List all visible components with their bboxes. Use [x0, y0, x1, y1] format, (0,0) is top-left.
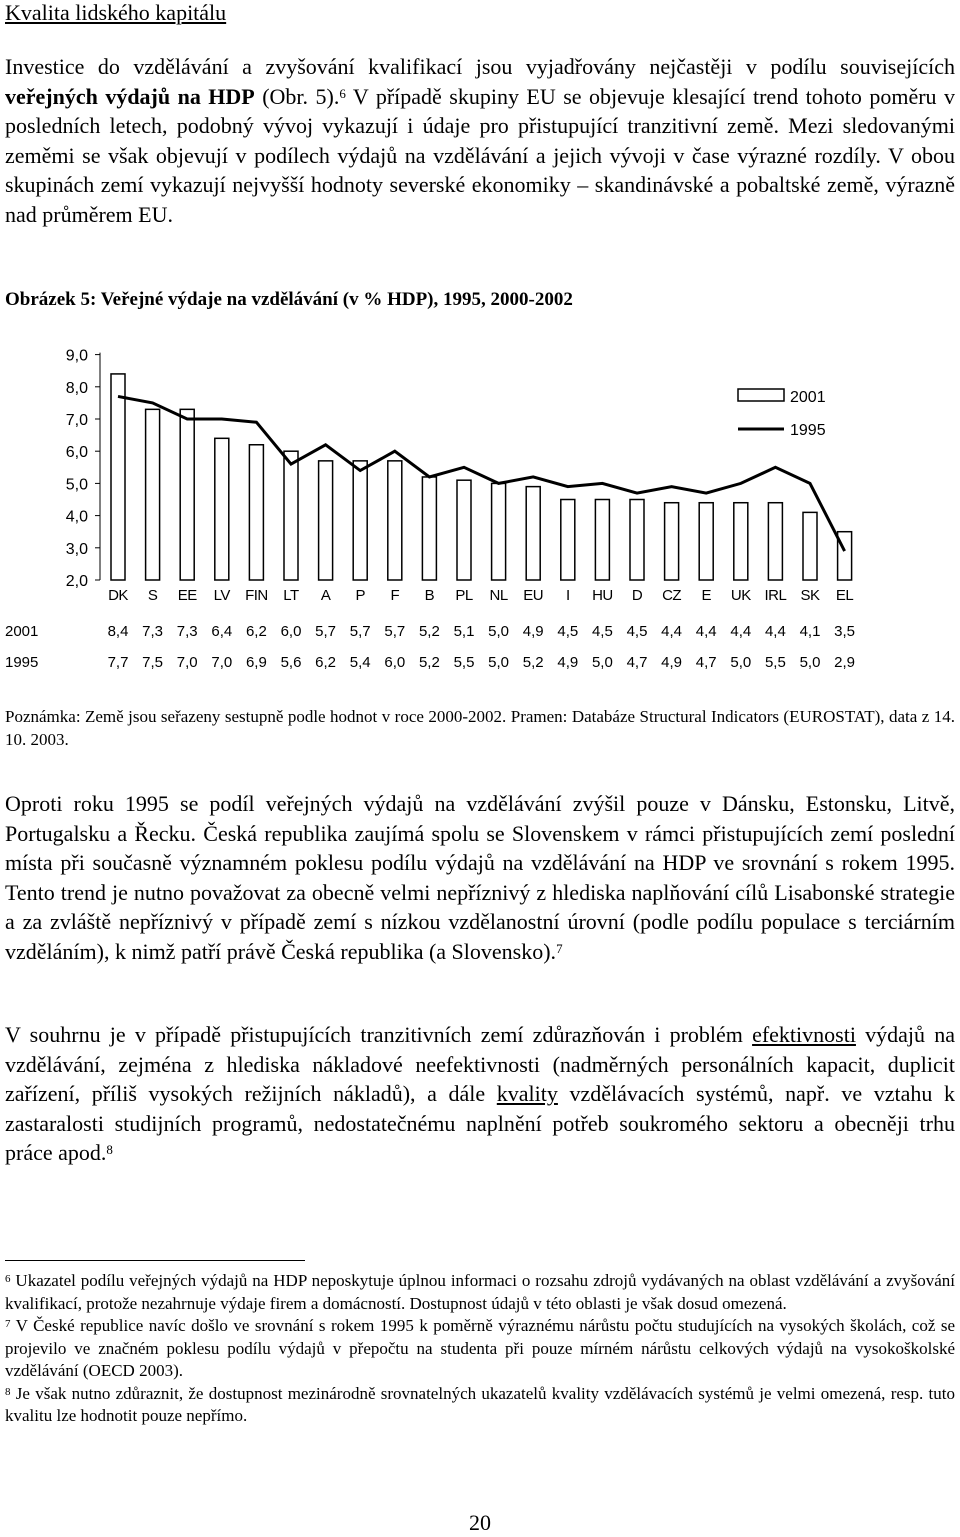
category-label-F: F: [390, 587, 400, 604]
para1-text-c: V případě skupiny EU se objevuje klesající trend tohoto poměru v posledních letech, podobný vývoj vykazují i údaje pro přistupující tranzitivní země. Mezi sledovanými zeměmi se však objevují v podílech výdajů na vzdělávání a jejich vývoji v čase výrazné rozdíly. V obou skupinách zemí vykazují nejvyšší hodnoty severské ekonomiky – skandinávské a pobaltské země, výrazně nad průměrem EU.: [5, 83, 956, 227]
category-label-P: P: [355, 587, 365, 604]
bar-PL: [457, 480, 471, 580]
category-label-CZ: CZ: [662, 587, 682, 604]
para1-text-a: Investice do vzdělávání a zvyšování kvalifikací jsou vyjadřovány nejčastěji v podílu souvisejících: [5, 54, 955, 79]
bar-NL: [492, 483, 506, 580]
category-label-FIN: FIN: [245, 587, 268, 604]
education-spending-chart: [0, 330, 960, 690]
table-cell-2001-HU: 4,5: [591, 623, 613, 640]
bar-F: [388, 461, 402, 580]
bar-CZ: [665, 503, 679, 580]
table-cell-2001-DK: 8,4: [107, 623, 129, 640]
para3-text-b: výdajů na vzdělávání, zejména z hlediska nákladové neefektivnosti (nadměrných personálních kapacit, duplicit zařízení, příliš vysokých režijních nákladů), a dále: [5, 1022, 955, 1107]
bar-DK: [111, 374, 125, 580]
table-cell-2001-S: 7,3: [142, 623, 164, 640]
footnote-text: Je však nutno zdůraznit, že dostupnost mezinárodně srovnatelných ukazatelů kvality vzdělávacích systémů je velmi omezená, resp. tuto kvalitu lze hodnotit pouze nepřímo.: [5, 1383, 955, 1425]
y-tick-label: 5,0: [65, 476, 88, 494]
link-kvality[interactable]: kvality: [496, 1081, 558, 1107]
table-cell-1995-P: 5,4: [349, 654, 371, 671]
footnote-ref-6[interactable]: 6: [339, 85, 346, 101]
paragraph-comparison: [5, 789, 955, 967]
bar-HU: [595, 500, 609, 581]
table-cell-2001-D: 4,5: [626, 623, 648, 640]
table-cell-1995-B: 5,2: [418, 654, 440, 671]
y-tick-label: 9,0: [65, 347, 88, 365]
bar-SK: [803, 512, 817, 580]
category-label-B: B: [424, 587, 435, 604]
y-tick-label: 6,0: [65, 444, 88, 462]
bar-EE: [180, 409, 194, 580]
table-cell-1995-F: 6,0: [384, 654, 406, 671]
table-cell-1995-NL: 5,0: [488, 654, 510, 671]
table-cell-1995-E: 4,7: [695, 654, 717, 671]
table-cell-2001-IRL: 4,4: [764, 623, 786, 640]
table-cell-1995-SK: 5,0: [799, 654, 821, 671]
footnote-number: 8: [5, 1385, 11, 1398]
y-tick-label: 8,0: [65, 379, 88, 397]
category-label-D: D: [631, 587, 643, 604]
table-cell-1995-FIN: 6,9: [245, 654, 267, 671]
table-cell-1995-A: 6,2: [315, 654, 337, 671]
table-cell-2001-P: 5,7: [349, 623, 371, 640]
paragraph-intro: [5, 52, 955, 230]
table-cell-2001-CZ: 4,4: [661, 623, 683, 640]
category-label-SK: SK: [800, 587, 820, 604]
category-label-LV: LV: [213, 587, 230, 604]
bar-D: [630, 500, 644, 581]
table-cell-2001-A: 5,7: [315, 623, 337, 640]
table-cell-1995-LV: 7,0: [211, 654, 233, 671]
table-row-header-1995: 1995: [5, 654, 39, 671]
para3-text-a: V souhrnu je v případě přistupujících tranzitivních zemí zdůrazňován i problém: [5, 1022, 753, 1047]
table-cell-1995-DK: 7,7: [107, 654, 129, 671]
legend-label-1995: 1995: [790, 422, 826, 439]
y-tick-label: 2,0: [65, 573, 88, 590]
y-axis: [66, 348, 100, 590]
footnote-separator: [5, 1260, 305, 1261]
bar-LV: [215, 438, 229, 580]
link-efektivnosti[interactable]: efektivnosti: [752, 1022, 856, 1047]
category-label-EL: EL: [835, 587, 854, 604]
bar-B: [422, 477, 436, 580]
figure-caption: Obrázek 5: Veřejné výdaje na vzdělávání (v % HDP), 1995, 2000-2002: [5, 289, 573, 310]
table-row-header-2001: 2001: [5, 623, 39, 640]
bar-A: [319, 461, 333, 580]
legend-swatch-2001: [738, 389, 784, 401]
category-label-DK: DK: [108, 587, 128, 604]
y-tick-label: 4,0: [65, 508, 88, 526]
table-cell-1995-CZ: 4,9: [661, 654, 683, 671]
category-label-PL: PL: [455, 587, 473, 604]
bar-I: [561, 500, 575, 581]
y-tick-label: 7,0: [65, 412, 88, 429]
category-label-NL: NL: [489, 587, 508, 604]
category-label-UK: UK: [730, 587, 751, 604]
category-labels: [108, 587, 853, 604]
bar-EU: [526, 487, 540, 580]
table-cell-2001-EL: 3,5: [834, 623, 856, 640]
para1-text-b: (Obr. 5).: [254, 83, 340, 109]
category-label-A: A: [320, 587, 331, 604]
table-cell-1995-EL: 2,9: [834, 654, 856, 671]
para3-text-c: vzdělávacích systémů, např. ve vztahu k zastaralosti studijních programů, nedostatečnému naplnění potřeb soukromého sektoru a obecněji trhu práce apod.: [5, 1081, 956, 1166]
table-cell-1995-IRL: 5,5: [764, 654, 786, 671]
table-cell-2001-NL: 5,0: [488, 623, 510, 640]
footnote-ref-8[interactable]: 8: [106, 1142, 113, 1158]
page-number: 20: [469, 1510, 491, 1535]
bar-P: [353, 461, 367, 580]
table-cell-2001-LT: 6,0: [280, 623, 302, 640]
category-label-E: E: [701, 587, 711, 604]
bar-E: [699, 503, 713, 580]
footnote-number: 7: [5, 1318, 11, 1330]
category-label-I: I: [565, 587, 570, 604]
bar-S: [146, 409, 160, 580]
table-cell-2001-PL: 5,1: [453, 623, 475, 640]
footnote-6: [5, 1270, 955, 1315]
table-cell-2001-F: 5,7: [384, 623, 406, 640]
table-cell-1995-S: 7,5: [142, 654, 164, 671]
data-table: [5, 623, 855, 671]
table-cell-1995-D: 4,7: [626, 654, 648, 671]
figure-note: Poznámka: Země jsou seřazeny sestupně podle hodnot v roce 2000-2002. Pramen: Databáze Structural Indicators (EUROSTAT), data z 14. 10. 2003.: [5, 707, 955, 749]
table-cell-1995-UK: 5,0: [730, 654, 752, 671]
footnote-ref-7[interactable]: 7: [556, 940, 563, 956]
chart-legend: [738, 389, 826, 439]
category-label-S: S: [147, 587, 158, 604]
bar-LT: [284, 451, 298, 580]
table-cell-2001-FIN: 6,2: [245, 623, 267, 640]
table-cell-2001-EU: 4,9: [522, 623, 544, 640]
footnote-text: V České republice navíc došlo ve srovnání s rokem 1995 k poměrně výraznému nárůstu počtu studujících na vysokých školách, což se projevilo ve značném poklesu podílu výdajů v přepočtu na studenta při pouze mírném nárůstu celkových výdajů na vysokoškolské vzdělávání (OECD 2003).: [5, 1316, 955, 1380]
table-cell-1995-PL: 5,5: [453, 654, 475, 671]
table-cell-2001-SK: 4,1: [799, 623, 821, 640]
table-cell-2001-LV: 6,4: [211, 623, 233, 640]
section-heading: Kvalita lidského kapitálu: [5, 0, 227, 25]
y-tick-label: 3,0: [65, 540, 88, 558]
category-label-HU: HU: [592, 587, 613, 604]
table-cell-2001-UK: 4,4: [730, 623, 752, 640]
footnote-8: [5, 1383, 955, 1428]
footnote-7: [5, 1315, 955, 1383]
table-cell-1995-LT: 5,6: [280, 654, 302, 671]
table-cell-2001-E: 4,4: [695, 623, 717, 640]
table-cell-2001-EE: 7,3: [176, 623, 198, 640]
footnote-number: 6: [5, 1273, 11, 1285]
bar-IRL: [768, 503, 782, 580]
category-label-IRL: IRL: [764, 587, 787, 604]
table-cell-1995-EU: 5,2: [522, 654, 544, 671]
para2-text: Oproti roku 1995 se podíl veřejných výdajů na vzdělávání zvýšil pouze v Dánsku, Estonsku, Litvě, Portugalsku a Řecku. Česká republika zaujímá spolu se Slovenskem v rámci přistupujících zemí poslední místa při současně významném poklesu podílu výdajů na vzdělávání na HDP ve srovnání s rokem 1995. Tento trend je nutno považovat za obecně velmi nepříznivý z hlediska naplňování cílů Lisabonské strategie a za zvláště nepříznivý v případě zemí s nízkou vzdělanostní úrovní (podle podílu populace s terciárním vzděláním), k nimž patří právě Česká republika (a Slovensko).: [5, 791, 955, 964]
table-cell-1995-HU: 5,0: [591, 654, 613, 671]
category-label-EE: EE: [177, 587, 197, 604]
para1-bold: veřejných výdajů na HDP: [5, 83, 255, 109]
table-cell-1995-I: 4,9: [557, 654, 579, 671]
category-label-EU: EU: [523, 587, 544, 604]
footnotes: [5, 1270, 955, 1428]
bar-UK: [734, 503, 748, 580]
category-label-LT: LT: [283, 587, 299, 604]
legend-label-2001: 2001: [790, 389, 826, 406]
table-cell-1995-EE: 7,0: [176, 654, 198, 671]
table-cell-2001-I: 4,5: [557, 623, 579, 640]
footnote-text: Ukazatel podílu veřejných výdajů na HDP neposkytuje úplnou informaci o rozsahu zdrojů vydávaných na oblast vzdělávání a zvyšování kvalifikací, protože nezahrnuje výdaje firem a domácností. Dostupnost údajů v této oblasti je však dosud omezená.: [5, 1271, 955, 1313]
paragraph-summary: [5, 1020, 955, 1168]
bar-FIN: [249, 445, 263, 580]
table-cell-2001-B: 5,2: [418, 623, 440, 640]
